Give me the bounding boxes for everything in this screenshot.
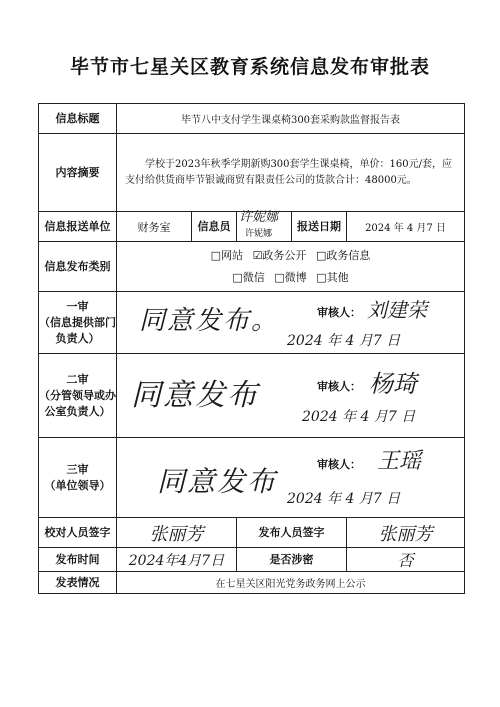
review1-reviewer-label: 审核人： [317,306,361,319]
review2-reviewer-label: 审核人： [317,380,361,393]
publish-status-label: 发表情况 [39,572,117,594]
row-review2 [39,354,465,438]
review3-date: 2024 年 4 月7 日 [287,491,401,507]
review2-label: 二审 （分管领导或办 公室负责人） [39,354,117,438]
category-label: 信息发布类别 [39,242,117,292]
date-label: 报送日期 [292,212,347,242]
review3-reviewer-label: 审核人： [317,458,361,471]
review1-date: 2024 年 4 月7 日 [287,333,401,349]
row-proofreader [39,518,465,548]
publish-time-label: 发布时间 [39,548,117,572]
option-other: □其他 [316,270,349,284]
summary-label: 内容摘要 [39,134,117,212]
option-wechat: □微信 [232,270,265,284]
review1-opinion: 同意发布。 [139,306,280,336]
row-unit [39,212,465,242]
publish-status-value: 在七星关区阳光党务政务网上公示 [117,572,465,594]
person-print: 许妮娜 [245,229,273,239]
approval-form-table [38,103,465,594]
option-website: □网站 [210,248,244,262]
option-gov-affairs-open: ☑政务公开 [252,248,307,262]
review3-label: 三审 （单位领导） [39,438,117,518]
row-review1 [39,292,465,354]
review1-content [117,292,465,354]
publisher-label: 发布人员签字 [237,518,347,548]
review3-content [117,438,465,518]
row-review3 [39,438,465,518]
info-title-value: 毕节八中支付学生课桌椅300套采购款监督报告表 [117,104,465,134]
review1-label: 一审 （信息提供部门 负责人） [39,292,117,354]
row-publish-time [39,548,465,572]
info-title-label: 信息标题 [39,104,117,134]
category-options [117,242,465,292]
publish-time-value: 2024年4月7日 [117,548,237,572]
review2-content [117,354,465,438]
row-info-title [39,104,465,134]
unit-value: 财务室 [117,212,192,242]
review3-signature: 王瑶 [377,449,422,474]
row-publish-status [39,572,465,594]
person-cell [237,212,292,242]
unit-label: 信息报送单位 [39,212,117,242]
review2-opinion: 同意发布 [131,378,259,413]
person-signature: 许妮娜 [239,210,279,225]
review1-signature: 刘建荣 [367,298,427,322]
review3-opinion: 同意发布 [157,465,278,498]
secret-label: 是否涉密 [237,548,347,572]
publisher-signature: 张丽芳 [347,518,465,548]
proofreader-label: 校对人员签字 [39,518,117,548]
row-category [39,242,465,292]
summary-value: 学校于2023年秋季学期新购300套学生课桌椅，单价：160元/套，应支付给供货商毕节银诚商贸有限责任公司的货款合计：48000元。 [117,134,465,212]
secret-value: 否 [347,548,465,572]
option-weibo: □微博 [274,270,307,284]
row-summary [39,134,465,212]
date-value: 2024 年 4 月7 日 [347,212,465,242]
proofreader-signature: 张丽芳 [117,518,237,548]
page-title: 毕节市七星关区教育系统信息发布审批表 [69,56,430,78]
review2-date: 2024 年 4 月7 日 [302,409,416,425]
person-label: 信息员 [192,212,237,242]
review2-signature: 杨琦 [369,370,417,398]
option-gov-info: □政务信息 [315,248,371,262]
